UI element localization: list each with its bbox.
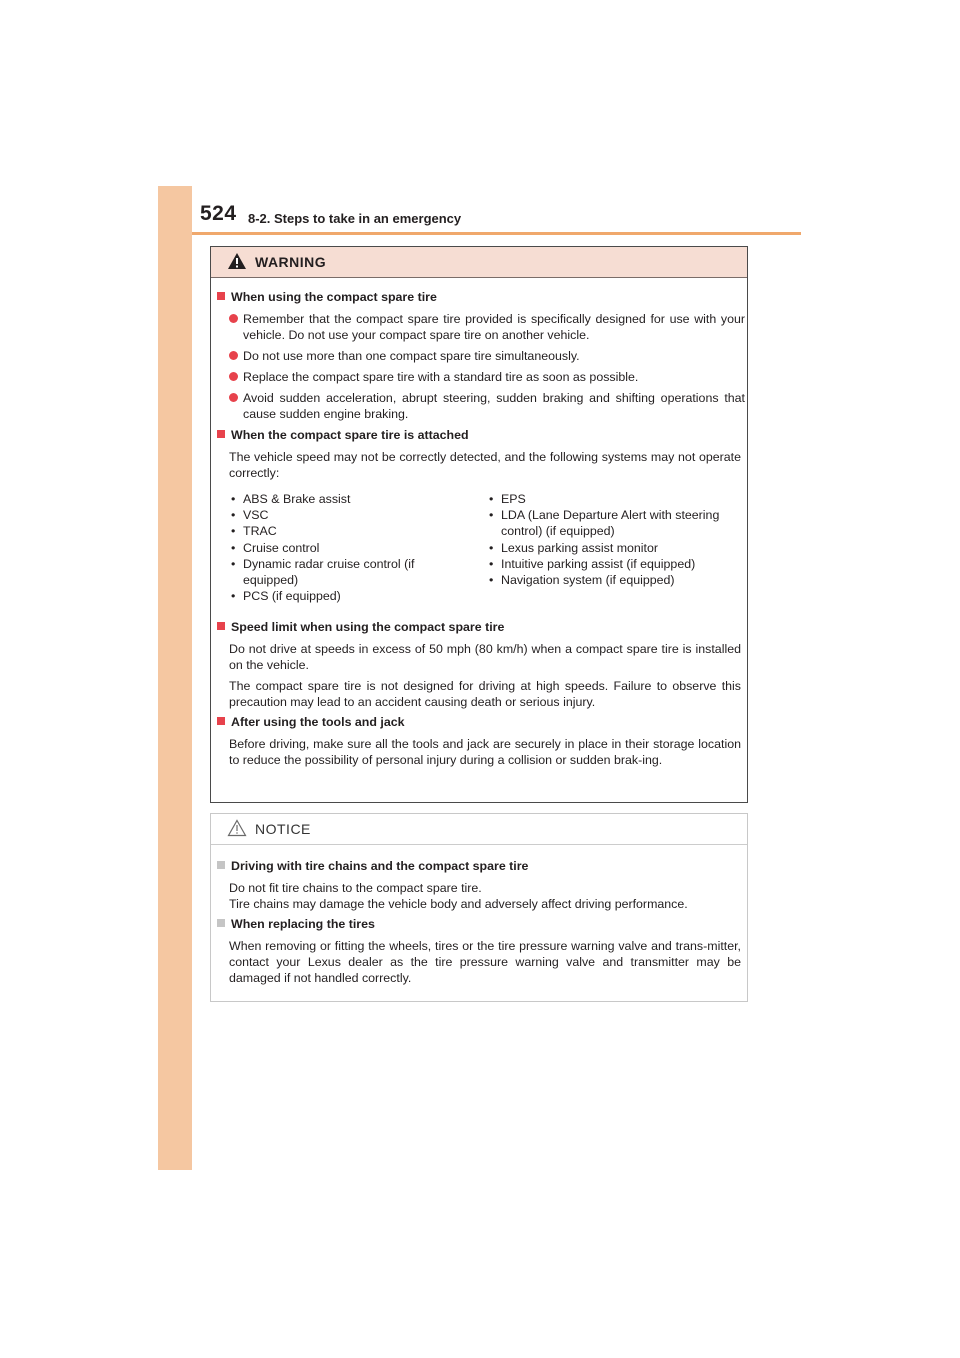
bullet-dot-icon (229, 393, 238, 402)
system-item: • PCS (if equipped) (229, 588, 459, 604)
tire-chains-text: Do not fit tire chains to the compact spare tire. (229, 881, 482, 895)
speed-limit-text: Do not drive at speeds in excess of 50 mph (80 km/h) when a compact spare tire is installed on the vehicle. (229, 642, 741, 672)
systems-list-right (487, 491, 737, 588)
heading-speed-limit: Speed limit when using the compact spare tire (217, 620, 504, 634)
speed-limit-text: The compact spare tire is not designed for driving at high speeds. Failure to observe this precaution may lead to an accident causing death or serious injury. (229, 679, 741, 709)
bullet-dot-icon (229, 314, 238, 323)
system-item: • Lexus parking assist monitor (487, 540, 737, 556)
warning-header (211, 247, 747, 278)
tools-jack-text: Before driving, make sure all the tools and jack are securely in place in their storage location to reduce the possibility of personal injury during a collision or sudden brak-ing. (229, 737, 741, 767)
system-item: • Intuitive parking assist (if equipped) (487, 556, 737, 572)
warning-triangle-icon (227, 252, 247, 270)
notice-box (210, 813, 748, 1002)
warning-label: WARNING (255, 254, 327, 270)
heading-square-icon (217, 717, 225, 725)
heading-tools-jack: After using the tools and jack (217, 715, 405, 729)
system-item: • EPS (487, 491, 737, 507)
heading-compact-spare-attached: When the compact spare tire is attached (217, 428, 469, 442)
chapter-side-strip (158, 186, 192, 1170)
system-item: • TRAC (229, 523, 459, 539)
tire-chains-text: Tire chains may damage the vehicle body and adversely affect driving performance. (229, 897, 688, 911)
bullet-item: Replace the compact spare tire with a standard tire as soon as possible. (229, 369, 745, 385)
systems-list-left (229, 491, 459, 604)
page-number: 524 (200, 202, 237, 225)
bullet-item: Avoid sudden acceleration, abrupt steering, sudden braking and shifting operations that cause sudden engine braking. (229, 390, 745, 422)
system-item: • ABS & Brake assist (229, 491, 459, 507)
notice-triangle-icon (227, 819, 247, 837)
heading-square-icon (217, 622, 225, 630)
bullet-dot-icon (229, 372, 238, 381)
bullet-dot-icon (229, 351, 238, 360)
system-item: • LDA (Lane Departure Alert with steering control) (if equipped) (487, 507, 737, 539)
bullet-item: Do not use more than one compact spare tire simultaneously. (229, 348, 745, 364)
heading-square-icon (217, 919, 225, 927)
notice-header (211, 814, 747, 845)
replacing-tires-text: When removing or fitting the wheels, tires or the tire pressure warning valve and trans-mitter, contact your Lexus dealer as the tire pressure warning valve and transmitter may be damaged if not handled correctly. (229, 939, 741, 985)
notice-label: NOTICE (255, 821, 311, 837)
heading-square-icon (217, 861, 225, 869)
warning-box (210, 246, 748, 803)
system-item: • VSC (229, 507, 459, 523)
heading-tire-chains: Driving with tire chains and the compact spare tire (217, 859, 528, 873)
header-rule (192, 232, 801, 235)
heading-replacing-tires: When replacing the tires (217, 917, 375, 931)
system-item: • Navigation system (if equipped) (487, 572, 737, 588)
heading-compact-spare-use: When using the compact spare tire (217, 290, 437, 304)
bullet-item: Remember that the compact spare tire provided is specifically designed for use with your vehicle. Do not use your compact spare tire on another vehicle. (229, 311, 745, 343)
system-item: • Cruise control (229, 540, 459, 556)
heading-square-icon (217, 292, 225, 300)
heading-square-icon (217, 430, 225, 438)
section-title: 8-2. Steps to take in an emergency (248, 211, 462, 226)
system-item: • Dynamic radar cruise control (if equipped) (229, 556, 459, 588)
systems-intro-text: The vehicle speed may not be correctly detected, and the following systems may not operate correctly: (229, 450, 741, 480)
